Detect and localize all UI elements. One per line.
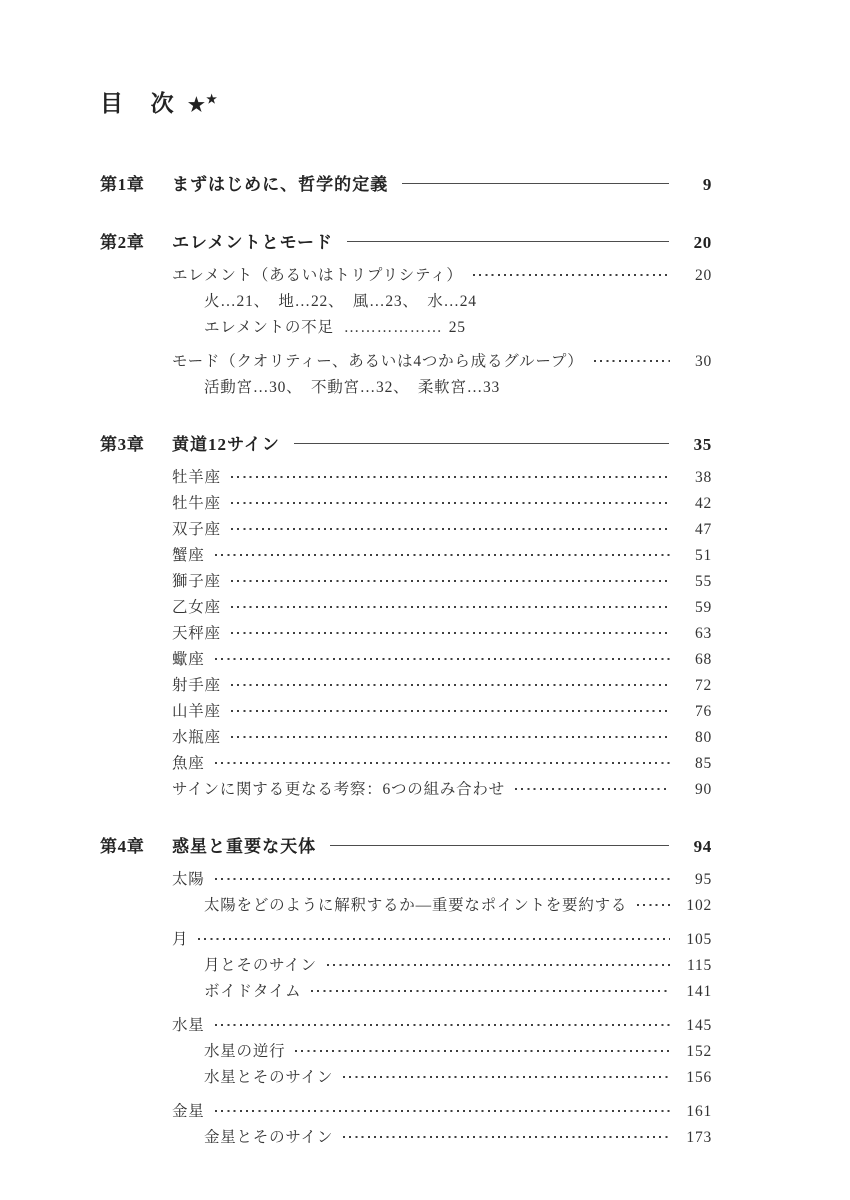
entry-page-number: 95 [694,871,712,888]
toc-entry [100,867,712,893]
entry-page-number: 76 [694,703,712,720]
dot-leader-short: ……………… [343,319,443,336]
toc-entry [100,569,712,595]
entry-page-number: 152 [686,1043,712,1060]
entry-title: エレメントの不足 [204,319,334,336]
entry-title: 双子座 [172,521,221,538]
entry-title: 牡羊座 [172,469,221,486]
chapter-rule-line [294,443,669,444]
entry-page-number: 156 [686,1069,712,1086]
entry-title: 獅子座 [172,573,221,590]
entry-page-number: 51 [694,547,712,564]
dot-leader [215,1110,670,1112]
entry-title: サインに関する更なる考察：6つの組み合わせ [172,781,505,798]
dot-leader [311,990,670,992]
toc-entry [100,465,712,491]
dot-leader [231,580,670,582]
dot-leader [198,938,670,940]
chapter-row [100,431,712,459]
entry-title: 射手座 [172,677,221,694]
entry-page-number: 115 [687,957,712,974]
entry-page-number: 145 [686,1017,712,1034]
entry-title: 魚座 [172,755,205,772]
entry-title: 乙女座 [172,599,221,616]
dot-leader [515,788,670,790]
chapter-section [100,833,712,1151]
entry-page-number: 47 [694,521,712,538]
entry-page-number: 72 [694,677,712,694]
entry-title: ボイドタイム [204,983,302,1000]
toc-entry [100,927,712,953]
page-title [100,84,712,121]
entry-page-number: 173 [686,1129,712,1146]
entry-title: 山羊座 [172,703,221,720]
dot-leader [473,274,670,276]
star-icon-large: ★ [187,95,208,116]
dot-leader [343,1136,670,1138]
toc-entry [100,751,712,777]
toc-entry [100,725,712,751]
dot-leader [231,736,670,738]
chapter-page-number: 9 [702,175,712,194]
entry-title: 牡牛座 [172,495,221,512]
toc-entry [100,1039,712,1065]
chapter-label: 第3章 [100,435,145,454]
chapter-title: まずはじめに、哲学的定義 [172,175,389,194]
entry-page-number: 161 [686,1103,712,1120]
toc-entry [100,621,712,647]
entry-page-number: 90 [694,781,712,798]
entry-title: 太陽 [172,871,205,888]
chapter-page-number: 35 [693,435,712,454]
dot-leader [215,658,670,660]
entry-page-number: 38 [694,469,712,486]
dot-leader [215,762,670,764]
dot-leader [231,710,670,712]
entry-page-number: 68 [694,651,712,668]
toc-entry [100,289,712,315]
toc-entry [100,1125,712,1151]
toc-entry [100,647,712,673]
toc-entry [100,673,712,699]
entry-title: 金星とそのサイン [204,1129,334,1146]
chapter-title: 黄道12サイン [172,435,280,454]
entry-page-number: 30 [694,353,712,370]
chapter-title: 惑星と重要な天体 [172,837,317,856]
dot-leader [231,528,670,530]
toc-entry [100,263,712,289]
entry-text: 活動宮…30、 不動宮…32、 柔軟宮…33 [204,379,501,396]
chapter-entries [100,867,712,1151]
star-icon-small: ★ [206,92,220,106]
chapter-entries [100,263,712,401]
dot-leader [215,554,670,556]
toc-entry [100,1099,712,1125]
entry-title: エレメント（あるいはトリプリシティ） [172,267,463,284]
toc-entry [100,315,712,341]
entry-page-number: 105 [686,931,712,948]
dot-leader [327,964,670,966]
dot-leader [215,878,670,880]
entry-page-number: 102 [686,897,712,914]
entry-text: 火…21、 地…22、 風…23、 水…24 [204,293,477,310]
chapter-section [100,431,712,803]
entry-title: 月とそのサイン [204,957,317,974]
dot-leader [637,904,670,906]
chapter-section [100,229,712,401]
chapter-rule-line [330,845,669,846]
entry-title: 天秤座 [172,625,221,642]
dot-leader [231,476,670,478]
chapter-title: エレメントとモード [172,233,333,252]
chapter-label: 第4章 [100,837,145,856]
chapter-row [100,171,712,199]
toc-entry [100,979,712,1005]
chapter-row [100,229,712,257]
chapter-label: 第2章 [100,233,145,252]
toc-entry [100,1013,712,1039]
chapter-rule-line [347,241,669,242]
toc-entry [100,375,712,401]
entry-title: 太陽をどのように解釈するか―重要なポイントを要約する [204,897,628,914]
entry-title: 水瓶座 [172,729,221,746]
dot-leader [295,1050,670,1052]
toc-entry [100,349,712,375]
entry-title: 蟹座 [172,547,205,564]
dot-leader [231,632,670,634]
dot-leader [343,1076,670,1078]
toc-entry [100,699,712,725]
chapter-page-number: 94 [693,837,712,856]
entry-page-number: 85 [694,755,712,772]
dot-leader [215,1024,670,1026]
entry-title: 蠍座 [172,651,205,668]
entry-page-number: 42 [694,495,712,512]
entry-page-number: 141 [686,983,712,1000]
dot-leader [231,606,670,608]
dot-leader [594,360,670,362]
entry-title: 月 [172,931,189,948]
entry-page-number: 63 [694,625,712,642]
toc-list [100,171,712,1151]
entry-page-number: 59 [694,599,712,616]
toc-entry [100,543,712,569]
chapter-rule-line [402,183,669,184]
toc-entry [100,517,712,543]
chapter-page-number: 20 [693,233,712,252]
chapter-entries [100,465,712,803]
entry-page-number: 25 [448,319,466,336]
toc-entry [100,953,712,979]
entry-title: モード（クオリティー、あるいは4つから成るグループ） [172,353,584,370]
entry-title: 水星とそのサイン [204,1069,334,1086]
dot-leader [231,502,670,504]
toc-entry [100,1065,712,1091]
entry-page-number: 55 [694,573,712,590]
dot-leader [231,684,670,686]
entry-page-number: 20 [694,267,712,284]
toc-entry [100,491,712,517]
title-stars [188,91,219,116]
toc-entry [100,595,712,621]
toc-entry [100,893,712,919]
chapter-label: 第1章 [100,175,145,194]
page-title-text: 目 次 [100,91,176,116]
chapter-section [100,171,712,199]
entry-title: 金星 [172,1103,205,1120]
toc-entry [100,777,712,803]
entry-page-number: 80 [694,729,712,746]
entry-title: 水星の逆行 [204,1043,286,1060]
chapter-row [100,833,712,861]
entry-title: 水星 [172,1017,205,1034]
